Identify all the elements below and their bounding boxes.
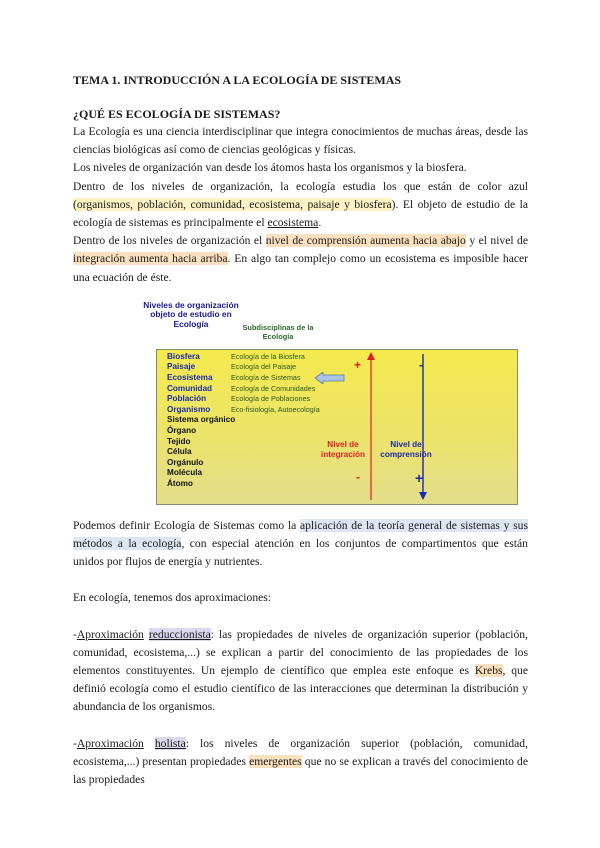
subdiscipline-item: Ecología de Sistemas <box>231 373 301 383</box>
level-item: Orgánulo <box>167 457 204 467</box>
underline-ecosistema: ecosistema <box>267 216 319 230</box>
subdiscipline-item: Ecología del Paisaje <box>231 362 297 372</box>
highlight-comprehension: nivel de comprensión aumenta hacia abajo <box>265 234 466 248</box>
highlight-organisms: (organismos, población, comunidad, ecosistema, paisaje y biosfera <box>73 197 392 211</box>
highlight-emergentes: emergentes <box>249 754 302 768</box>
text-run: : las propiedades de niveles de organización superior (población, comunidad, ecosistema,...) se explican a partir del conocimiento de las propiedades de los elementos constituyentes. Un ejemplo de científico que emplea este enfoque es <box>73 627 528 678</box>
text-run: - <box>73 627 77 641</box>
comprehension-arrowhead-icon <box>419 492 427 500</box>
integration-plus-label: + <box>354 357 362 372</box>
levels-figure <box>73 301 528 507</box>
text-run: . En algo tan complejo como un ecosistema es imposible hacer una ecuación de éste. <box>73 252 528 284</box>
level-item: Paisaje <box>167 362 196 372</box>
paragraph-approaches: En ecología, tenemos dos aproximaciones: <box>73 591 272 605</box>
comprehension-minus-label: - <box>419 357 423 372</box>
text-run: , con especial atención en los conjuntos de compartimentos que están unidos por flujos de energía y nutrientes. <box>73 537 528 569</box>
subdiscipline-item: Ecología de Comunidades <box>231 383 316 393</box>
figure-levels-heading: Niveles de organización objeto de estudio en Ecología <box>143 299 239 330</box>
subdiscipline-item: Ecología de la Biosfera <box>231 351 305 361</box>
text-run: - <box>73 736 77 750</box>
subdiscipline-item: Eco-fisiología, Autoecología <box>231 404 320 414</box>
integration-label: Nivel de integración <box>320 439 366 459</box>
comprehension-label: Nivel de comprensión <box>380 439 432 459</box>
highlight-definition: aplicación de la teoría general de sistemas y sus métodos a la ecología <box>73 518 528 551</box>
text-run <box>144 737 155 750</box>
document-body <box>73 71 528 789</box>
paragraph-reductionist <box>73 626 528 717</box>
level-item: Biosfera <box>167 351 200 361</box>
level-item: Molécula <box>167 468 203 478</box>
highlight-reduccionista: reduccionista <box>148 627 211 641</box>
text-run: que no se explican a través del conocimiento de las propiedades <box>73 754 528 787</box>
level-item: Ecosistema <box>167 373 213 383</box>
level-item: Tejido <box>167 436 191 446</box>
section-title: ¿QUÉ ES ECOLOGÍA DE SISTEMAS? <box>73 107 281 121</box>
level-item: Organismo <box>167 404 211 414</box>
level-item: Sistema orgánico <box>167 415 236 425</box>
text-run: Dentro de los niveles de organización, la ecología estudia los que están de color azul <box>73 179 528 193</box>
paragraph-definition <box>73 517 528 572</box>
integration-minus-label: - <box>356 469 360 484</box>
highlight-holista: holista <box>154 736 186 750</box>
text-run: Podemos definir Ecología de Sistemas como la <box>73 518 300 532</box>
subdiscipline-item: Ecología de Poblaciones <box>231 394 311 404</box>
level-item: Comunidad <box>167 383 213 393</box>
paragraph-comprehension <box>73 232 528 287</box>
paragraph-blue-levels <box>73 178 528 233</box>
integration-arrowhead-icon <box>367 352 375 360</box>
level-item: Población <box>167 394 207 404</box>
figure-subdisciplines-heading: Subdisciplinas de la Ecología <box>242 322 314 341</box>
text-run: y el nivel de <box>465 234 528 248</box>
figure-panel <box>156 349 518 505</box>
text-run: Dentro de los niveles de organización el <box>73 234 266 248</box>
highlight-krebs: Krebs <box>474 664 503 678</box>
level-item: Órgano <box>167 425 197 435</box>
document-title: TEMA 1. INTRODUCCIÓN A LA ECOLOGÍA DE SISTEMAS <box>73 73 402 87</box>
text-run: . <box>318 216 322 230</box>
paragraph-levels: Los niveles de organización van desde los átomos hasta los organismos y la biosfera. <box>73 161 467 175</box>
paragraph-holistic <box>73 735 528 790</box>
highlight-integration: integración aumenta hacia arriba <box>73 252 228 266</box>
text-run: : los niveles de organización superior (población, comunidad, ecosistema,...) presentan propiedades <box>73 736 528 768</box>
underline-aproximacion: Aproximación <box>76 736 144 750</box>
paragraph-intro: La Ecología es una ciencia interdisciplinar que integra conocimientos de muchas áreas, desde las ciencias biológicas así como de ciencias geológicas y físicas. <box>73 125 528 157</box>
figure-arrows <box>157 350 519 506</box>
level-item: Átomo <box>167 478 193 488</box>
text-run: ). El objeto de estudio de la ecología de sistemas es principalmente el <box>73 197 528 230</box>
text-run: , que definió ecología como el estudio científico de las interacciones que determinan la distribución y abundancia de los organismos. <box>73 664 528 714</box>
level-item: Célula <box>167 447 192 457</box>
comprehension-plus-label: + <box>415 469 424 486</box>
underline-aproximacion: Aproximación <box>76 627 144 641</box>
